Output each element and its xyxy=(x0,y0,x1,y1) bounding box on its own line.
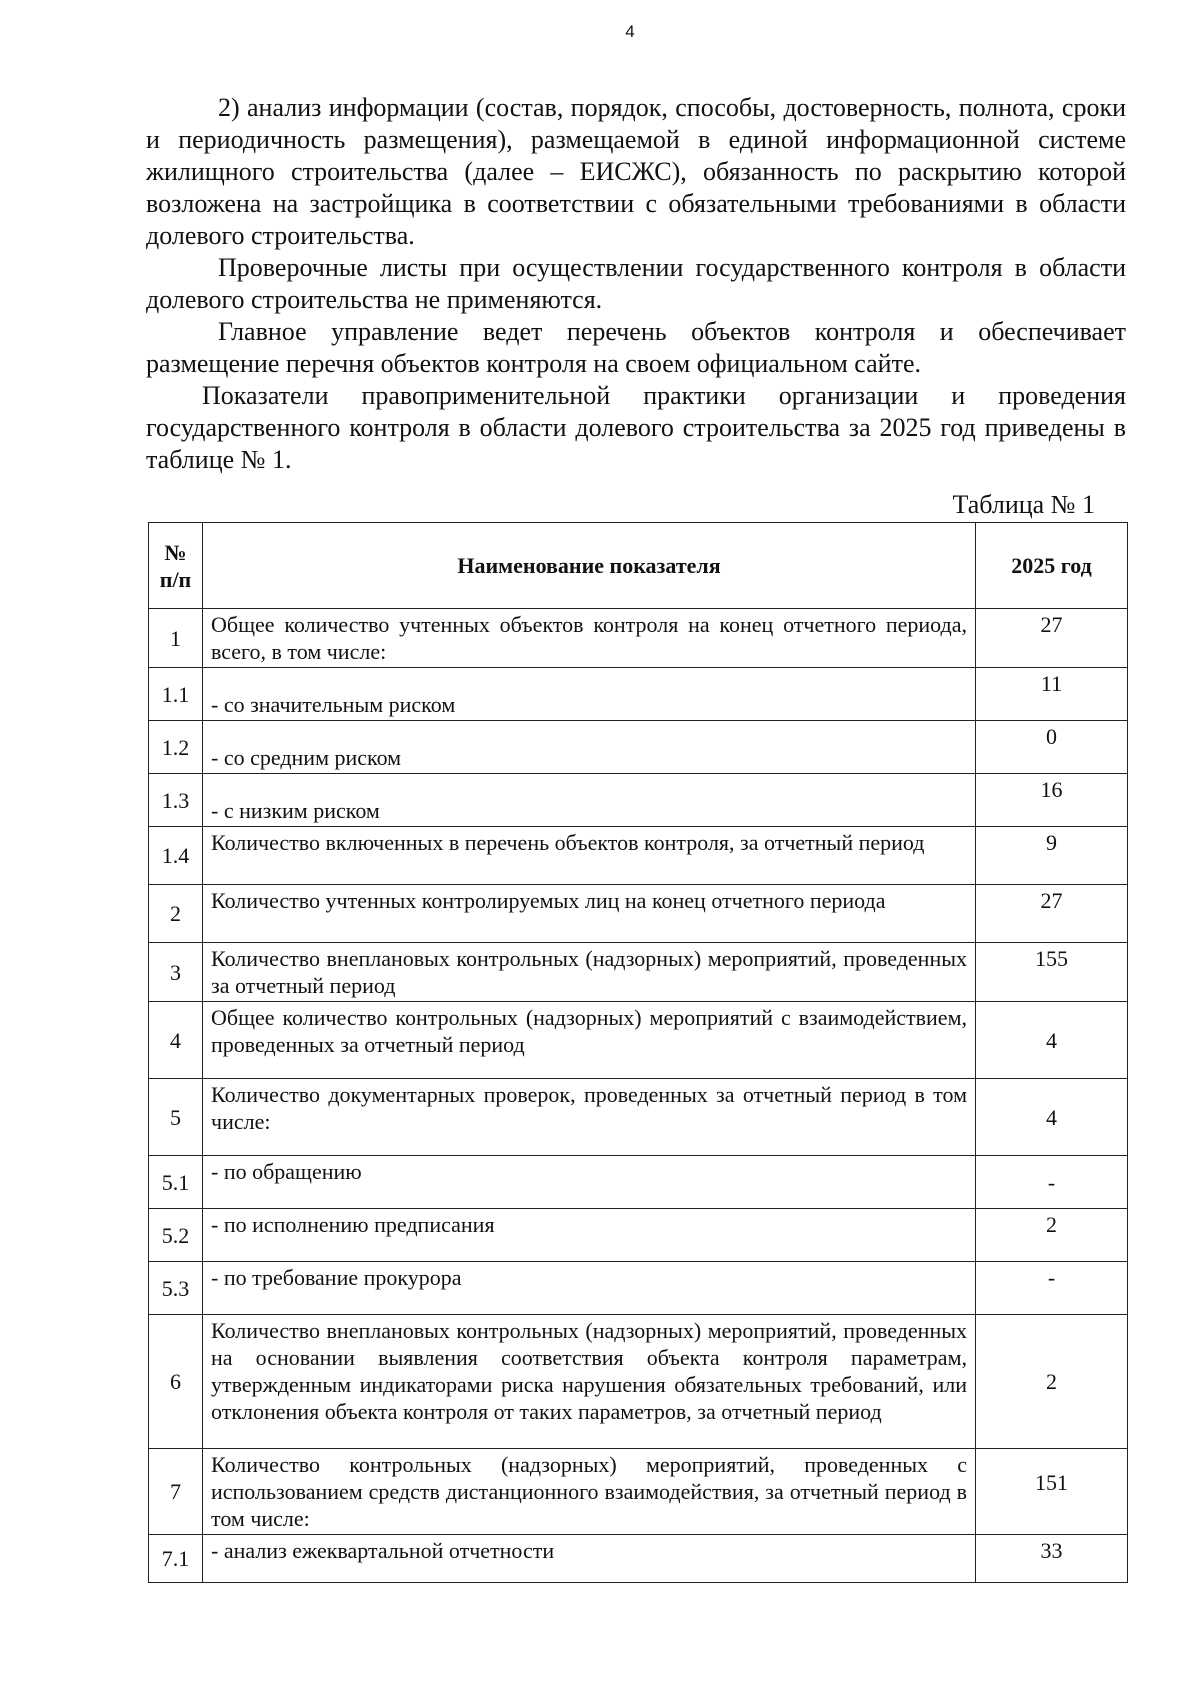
row-value: 16 xyxy=(976,774,1128,827)
paragraph-analysis: 2) анализ информации (состав, порядок, способы, достоверность, полнота, сроки и периодичность размещения), размещаемой в единой информационной системе жилищного строительства (далее – ЕИСЖС), обязанность по раскрытию которой возложена на застройщика в соответствии с обязательными требованиями в области долевого строительства. xyxy=(146,93,1126,250)
table-row xyxy=(149,1156,1128,1209)
row-value: 11 xyxy=(976,668,1128,721)
header-year: 2025 год xyxy=(976,523,1128,609)
page-number: 4 xyxy=(625,22,635,41)
row-number: 5.1 xyxy=(149,1156,203,1209)
row-number: 2 xyxy=(149,885,203,943)
row-name: Общее количество учтенных объектов контроля на конец отчетного периода, всего, в том числе: xyxy=(203,609,976,668)
table-row xyxy=(149,1315,1128,1449)
table-caption: Таблица № 1 xyxy=(952,490,1095,519)
row-value: 2 xyxy=(976,1209,1128,1262)
table-row xyxy=(149,943,1128,1002)
row-name: - по исполнению предписания xyxy=(203,1209,976,1262)
row-value: 0 xyxy=(976,721,1128,774)
body-text xyxy=(146,92,1126,476)
table-row xyxy=(149,1209,1128,1262)
row-name: - со значительным риском xyxy=(203,668,976,721)
row-number: 7.1 xyxy=(149,1535,203,1583)
row-name: Количество внеплановых контрольных (надзорных) мероприятий, проведенных на основании выявления соответствия объекта контроля параметрам, утвержденным индикаторами риска нарушения обязательных требований, или отклонения объекта контроля от таких параметров, за отчетный период xyxy=(203,1315,976,1449)
row-value: 155 xyxy=(976,943,1128,1002)
row-value: 2 xyxy=(976,1315,1128,1449)
row-name: Количество учтенных контролируемых лиц на конец отчетного периода xyxy=(203,885,976,943)
row-name: - по требование прокурора xyxy=(203,1262,976,1315)
paragraph-checklists: Проверочные листы при осуществлении государственного контроля в области долевого строительства не применяются. xyxy=(146,253,1126,314)
row-name: Общее количество контрольных (надзорных) мероприятий с взаимодействием, проведенных за отчетный период xyxy=(203,1002,976,1079)
row-name: Количество контрольных (надзорных) мероприятий, проведенных с использованием средств дистанционного взаимодействия, за отчетный период в том числе: xyxy=(203,1449,976,1535)
row-value: 27 xyxy=(976,609,1128,668)
row-name: - с низким риском xyxy=(203,774,976,827)
table-row xyxy=(149,668,1128,721)
table-row xyxy=(149,1262,1128,1315)
row-name: Количество включенных в перечень объектов контроля, за отчетный период xyxy=(203,827,976,885)
row-number: 1.4 xyxy=(149,827,203,885)
row-number: 6 xyxy=(149,1315,203,1449)
row-number: 1.2 xyxy=(149,721,203,774)
row-number: 1 xyxy=(149,609,203,668)
row-number: 5 xyxy=(149,1079,203,1156)
row-number: 4 xyxy=(149,1002,203,1079)
row-value: 4 xyxy=(976,1079,1128,1156)
header-indicator-name: Наименование показателя xyxy=(203,523,976,609)
row-value: 9 xyxy=(976,827,1128,885)
table-row xyxy=(149,774,1128,827)
row-name: Количество документарных проверок, проведенных за отчетный период в том числе: xyxy=(203,1079,976,1156)
table-row xyxy=(149,721,1128,774)
table-row xyxy=(149,885,1128,943)
row-value: 27 xyxy=(976,885,1128,943)
row-number: 5.2 xyxy=(149,1209,203,1262)
row-name: - со средним риском xyxy=(203,721,976,774)
row-number: 1.3 xyxy=(149,774,203,827)
row-value: 4 xyxy=(976,1002,1128,1079)
row-number: 5.3 xyxy=(149,1262,203,1315)
table-row xyxy=(149,1002,1128,1079)
row-number: 1.1 xyxy=(149,668,203,721)
paragraph-indicators: Показатели правоприменительной практики организации и проведения государственного контроля в области долевого строительства за 2025 год приведены в таблице № 1. xyxy=(146,381,1126,474)
row-name: - анализ ежеквартальной отчетности xyxy=(203,1535,976,1583)
row-name: - по обращению xyxy=(203,1156,976,1209)
table-row xyxy=(149,1535,1128,1583)
header-number: № п/п xyxy=(149,523,203,609)
table-row xyxy=(149,827,1128,885)
paragraph-registry: Главное управление ведет перечень объектов контроля и обеспечивает размещение перечня объектов контроля на своем официальном сайте. xyxy=(146,317,1126,378)
row-name: Количество внеплановых контрольных (надзорных) мероприятий, проведенных за отчетный период xyxy=(203,943,976,1002)
table-row xyxy=(149,1079,1128,1156)
row-value: - xyxy=(976,1156,1128,1209)
row-value: - xyxy=(976,1262,1128,1315)
row-number: 3 xyxy=(149,943,203,1002)
table-row xyxy=(149,609,1128,668)
row-value: 151 xyxy=(976,1449,1128,1535)
indicators-table xyxy=(148,522,1128,1583)
table-header-row xyxy=(149,523,1128,609)
row-value: 33 xyxy=(976,1535,1128,1583)
table-row xyxy=(149,1449,1128,1535)
row-number: 7 xyxy=(149,1449,203,1535)
